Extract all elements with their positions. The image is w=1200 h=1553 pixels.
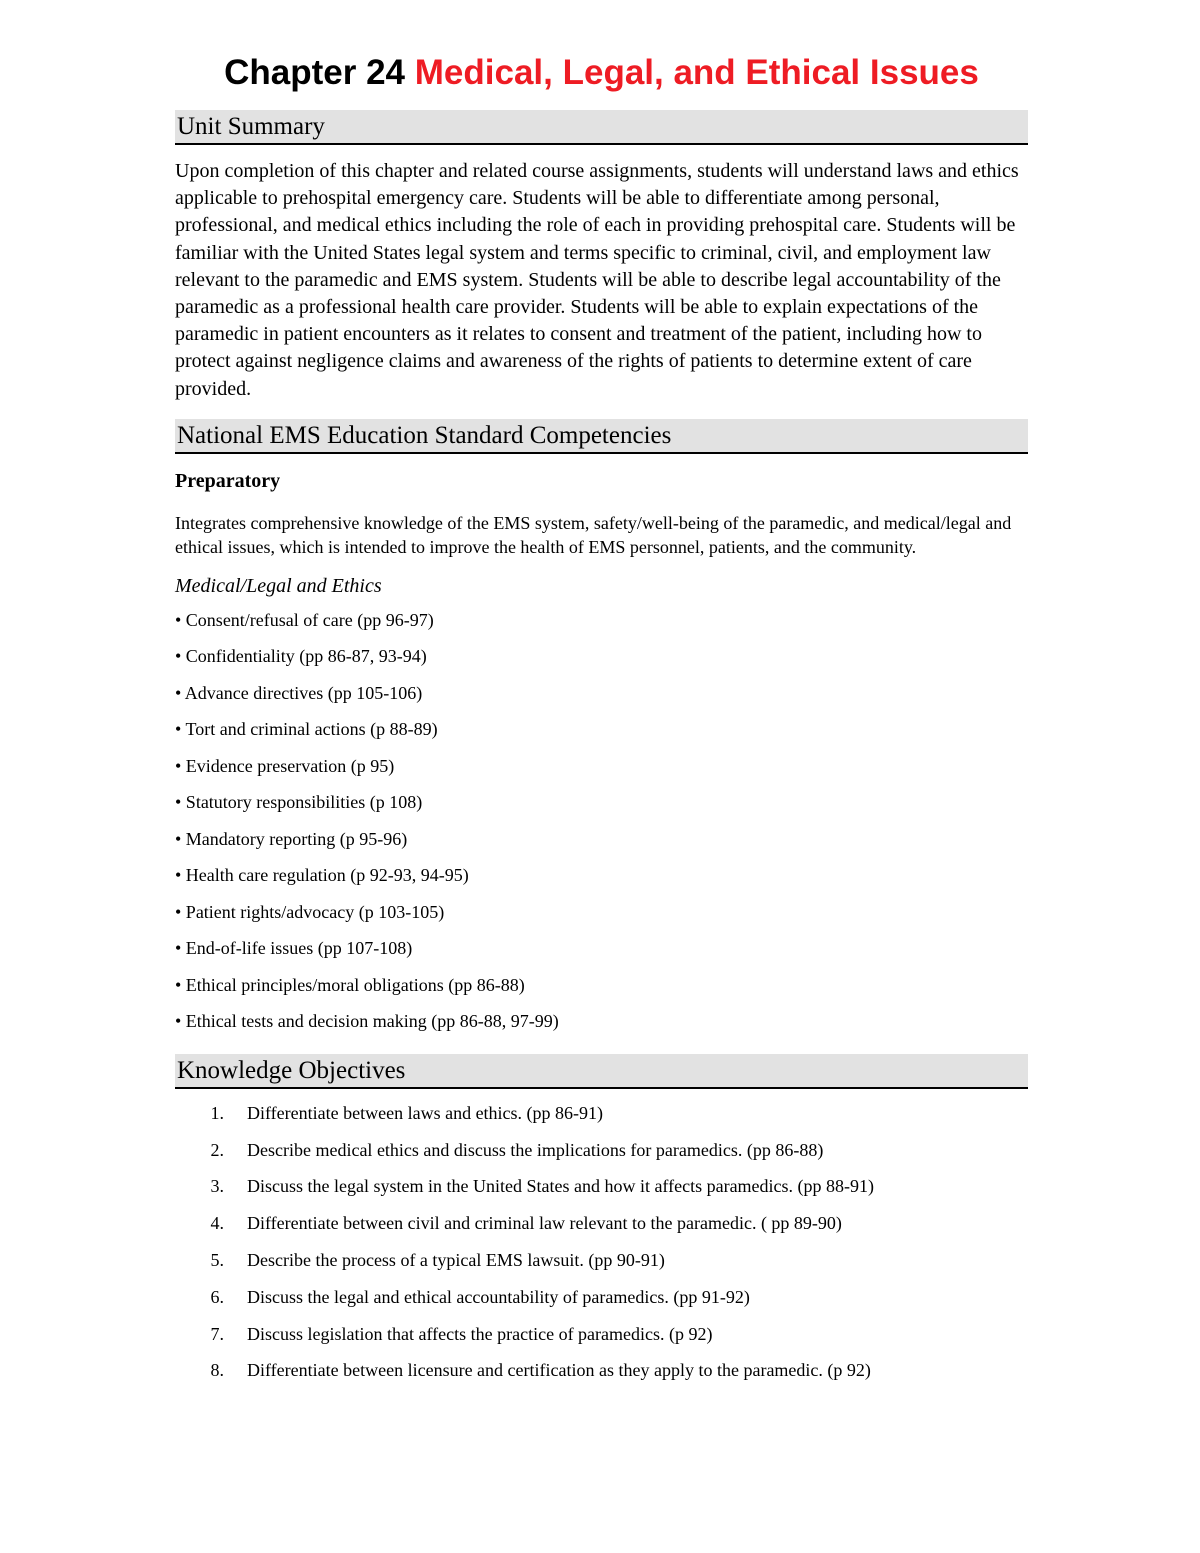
competency-item: • End-of-life issues (pp 107-108) — [175, 938, 413, 959]
unit-summary-text: Upon completion of this chapter and related course assignments, students will understand laws and ethics applicable to prehospital emergency care. Students will be able to differentiate among personal, professional, and medical ethics including the role of each in providing prehospital care. Students will be familiar with the United States legal system and terms specific to criminal, civil, and employment law relevant to the paramedic and EMS system. Students will be able to describe legal accountability of the paramedic as a professional health care provider. Students will be able to explain expectations of the paramedic in patient encounters as it relates to consent and treatment of the patient, including how to protect against negligence claims and awareness of the rights of patients to determine extent of care provided. — [175, 160, 1019, 400]
objective-item — [175, 1322, 1028, 1359]
competency-item: • Advance directives (pp 105-106) — [175, 682, 423, 703]
preparatory-intro: Integrates comprehensive knowledge of the EMS system, safety/well-being of the paramedic, and medical/legal and ethical issues, which is intended to improve the health of EMS personnel, patients, and the community. — [175, 512, 1012, 557]
competency-item: • Evidence preservation (p 95) — [175, 755, 395, 776]
competency-item: • Confidentiality (pp 86-87, 93-94) — [175, 646, 427, 667]
objective-text: Differentiate between laws and ethics. (pp 86-91) — [247, 1102, 604, 1123]
objective-text: Discuss the legal system in the United States and how it affects paramedics. (pp 88-91) — [247, 1176, 875, 1197]
objective-text: Describe the process of a typical EMS lawsuit. (pp 90-91) — [247, 1250, 665, 1271]
competency-item: • Ethical principles/moral obligations (pp 86-88) — [175, 974, 525, 995]
objective-list — [175, 1101, 1028, 1395]
objective-text: Differentiate between civil and criminal law relevant to the paramedic. ( pp 89-90) — [247, 1213, 842, 1234]
chapter-title — [175, 50, 1028, 96]
competency-item: • Consent/refusal of care (pp 96-97) — [175, 609, 434, 630]
competency-item: • Statutory responsibilities (p 108) — [175, 792, 423, 813]
objective-number: 2. — [210, 1139, 224, 1160]
objective-number: 7. — [210, 1323, 224, 1344]
competency-item: • Ethical tests and decision making (pp 86-88, 97-99) — [175, 1011, 559, 1032]
objective-item — [175, 1285, 1028, 1322]
objective-item — [175, 1358, 1028, 1395]
knowledge-objectives-heading: Knowledge Objectives — [175, 1054, 1028, 1089]
competency-item: • Patient rights/advocacy (p 103-105) — [175, 901, 445, 922]
objective-text: Differentiate between licensure and certification as they apply to the paramedic. (p 92) — [247, 1360, 871, 1381]
chapter-name: Medical, Legal, and Ethical Issues — [414, 53, 979, 92]
objective-number: 8. — [210, 1360, 224, 1381]
chapter-number: Chapter 24 — [224, 53, 406, 92]
objective-item — [175, 1101, 1028, 1138]
document-page — [175, 50, 1028, 1395]
competency-item: • Mandatory reporting (p 95-96) — [175, 828, 408, 849]
objective-number: 4. — [210, 1213, 224, 1234]
competency-list — [175, 608, 1028, 1046]
competencies-heading: National EMS Education Standard Competencies — [175, 419, 1028, 454]
unit-summary-heading: Unit Summary — [175, 110, 1028, 145]
objective-item — [175, 1138, 1028, 1175]
objective-number: 6. — [210, 1286, 224, 1307]
objective-item — [175, 1174, 1028, 1211]
objective-text: Discuss legislation that affects the practice of paramedics. (p 92) — [247, 1323, 713, 1344]
topic-heading: Medical/Legal and Ethics — [175, 574, 382, 597]
competency-item: • Health care regulation (p 92-93, 94-95) — [175, 865, 469, 886]
objective-number: 1. — [210, 1102, 224, 1123]
objective-item — [175, 1248, 1028, 1285]
competency-item: • Tort and criminal actions (p 88-89) — [175, 719, 438, 740]
preparatory-subheading: Preparatory — [175, 469, 281, 492]
objective-number: 5. — [210, 1250, 224, 1271]
objective-number: 3. — [210, 1176, 224, 1197]
objective-text: Describe medical ethics and discuss the implications for paramedics. (pp 86-88) — [247, 1139, 824, 1160]
objective-item — [175, 1211, 1028, 1248]
objective-text: Discuss the legal and ethical accountability of paramedics. (pp 91-92) — [247, 1286, 750, 1307]
